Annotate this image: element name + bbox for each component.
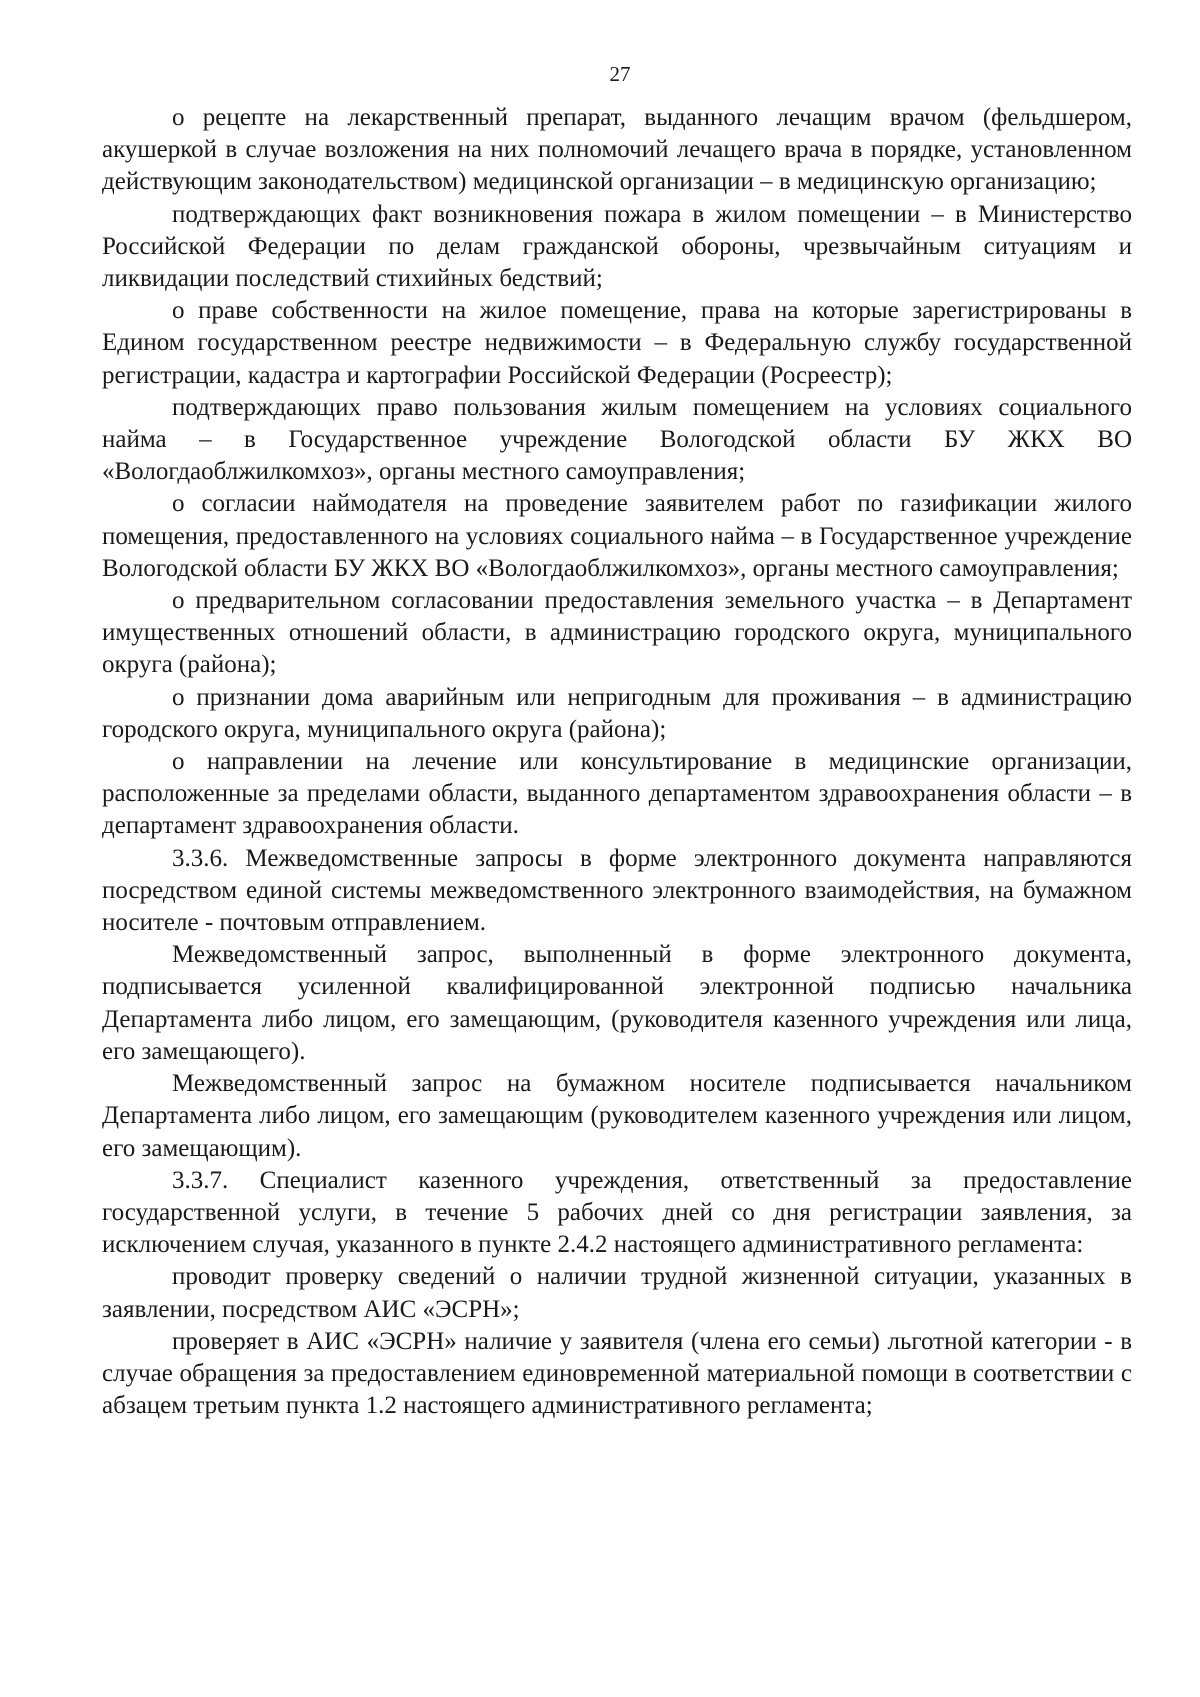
page-number: 27: [609, 62, 631, 86]
paragraph: 3.3.6. Межведомственные запросы в форме электронного документа направляются посредством единой системы межведомственного электронного взаимодействия, на бумажном носителе - почтовым отправлением.: [102, 844, 1132, 937]
paragraph: подтверждающих право пользования жилым помещением на условиях социального найма – в Государственное учреждение Вологодской области БУ ЖКХ ВО «Вологдаоблжилкомхоз», органы местного самоуправления;: [102, 393, 1132, 486]
document-body: [102, 102, 1132, 1422]
paragraph: о согласии наймодателя на проведение заявителем работ по газификации жилого помещения, предоставленного на условиях социального найма – в Государственное учреждение Вологодской области БУ ЖКХ ВО «Вологдаоблжилкомхоз», органы местного самоуправления;: [102, 490, 1132, 582]
paragraph: проверяет в АИС «ЭСРН» наличие у заявителя (члена его семьи) льготной категории - в случае обращения за предоставлением единовременной материальной помощи в соответствии с абзацем третьим пункта 1.2 настоящего административного регламента;: [102, 1327, 1132, 1420]
paragraph: о рецепте на лекарственный препарат, выданного лечащим врачом (фельдшером, акушеркой в случае возложения на них полномочий лечащего врача в порядке, установленном действующим законодательством) медицинской организации – в медицинскую организацию;: [102, 104, 1132, 196]
paragraph: проводит проверку сведений о наличии трудной жизненной ситуации, указанных в заявлении, посредством АИС «ЭСРН»;: [102, 1263, 1132, 1323]
paragraph: о признании дома аварийным или непригодным для проживания – в администрацию городского округа, муниципального округа (района);: [102, 683, 1132, 743]
paragraph: о направлении на лечение или консультирование в медицинские организации, расположенные за пределами области, выданного департаментом здравоохранения области – в департамент здравоохранения области.: [102, 748, 1132, 840]
paragraph: подтверждающих факт возникновения пожара в жилом помещении – в Министерство Российской Федерации по делам гражданской обороны, чрезвычайным ситуациям и ликвидации последствий стихийных бедствий;: [102, 200, 1132, 293]
paragraph: 3.3.7. Специалист казенного учреждения, ответственный за предоставление государственной услуги, в течение 5 рабочих дней со дня регистрации заявления, за исключением случая, указанного в пункте 2.4.2 настоящего административного регламента:: [102, 1166, 1132, 1259]
paragraph: о праве собственности на жилое помещение, права на которые зарегистрированы в Едином государственном реестре недвижимости – в Федеральную службу государственной регистрации, кадастра и картографии Российской Федерации (Росреестр);: [102, 297, 1132, 389]
paragraph: о предварительном согласовании предоставления земельного участка – в Департамент имущественных отношений области, в администрацию городского округа, муниципального округа (района);: [102, 587, 1132, 679]
paragraph: Межведомственный запрос на бумажном носителе подписывается начальником Департамента либо лицом, его замещающим (руководителем казенного учреждения или лицом, его замещающим).: [102, 1070, 1132, 1162]
paragraph: Межведомственный запрос, выполненный в форме электронного документа, подписывается усиленной квалифицированной электронной подписью начальника Департамента либо лицом, его замещающим, (руководителя казенного учреждения или лица, его замещающего).: [102, 941, 1132, 1065]
